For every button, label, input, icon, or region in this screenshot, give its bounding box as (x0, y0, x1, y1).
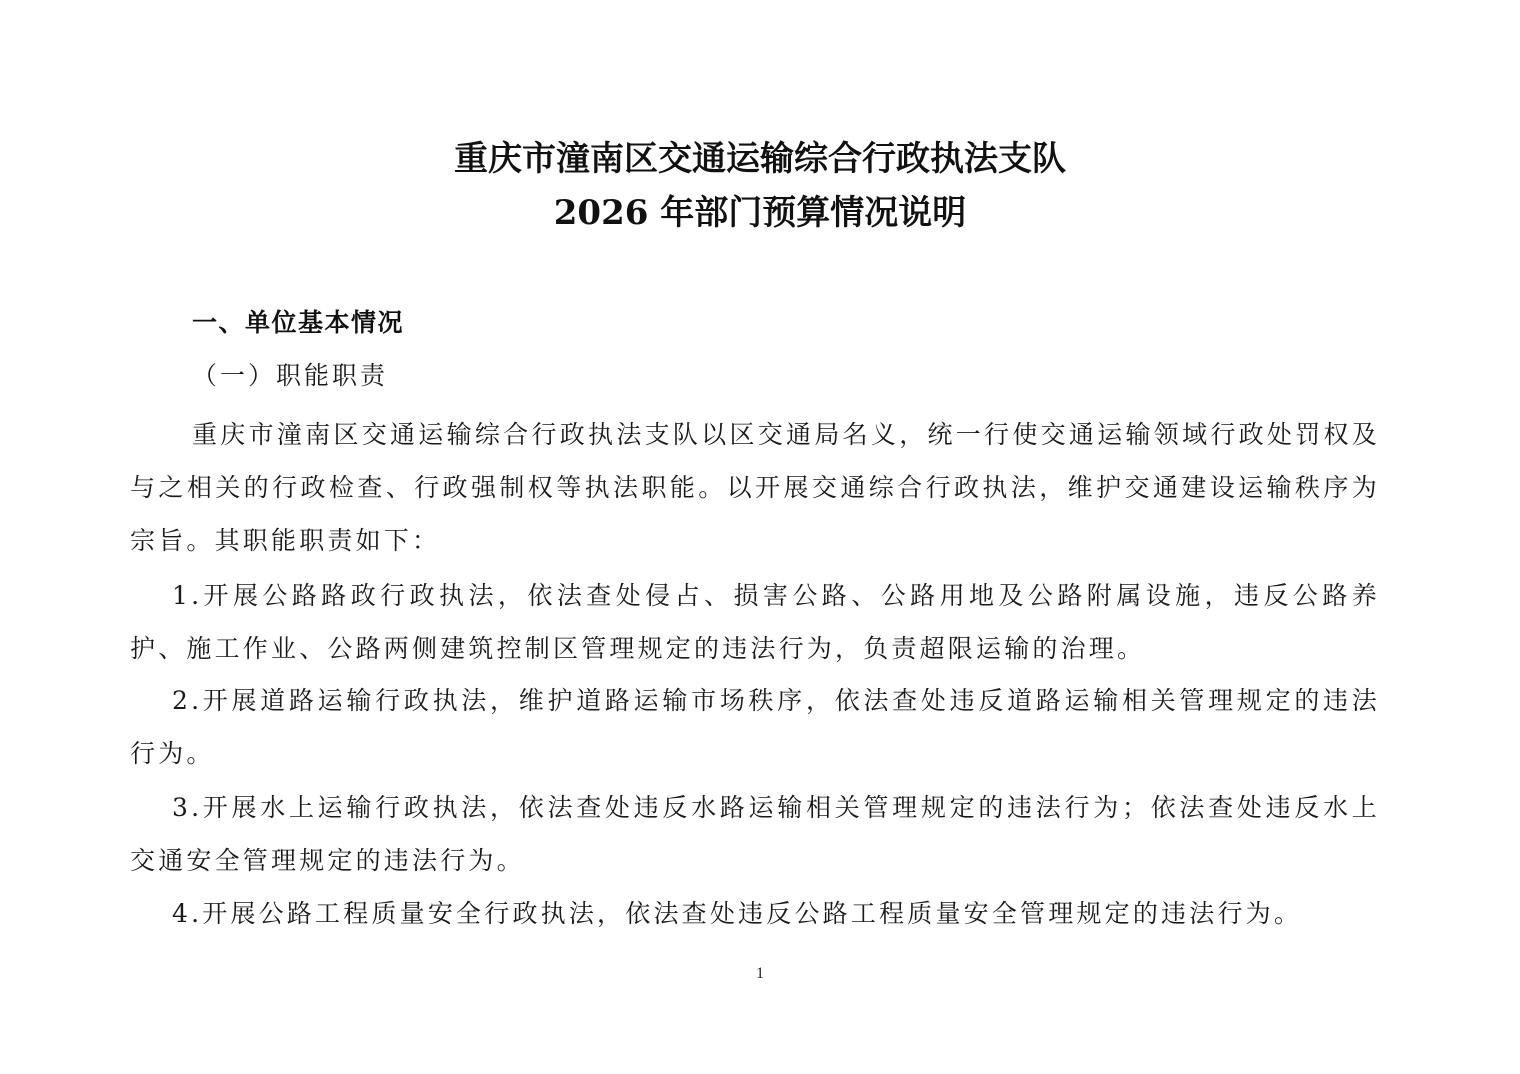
body-paragraph-intro (130, 408, 1380, 567)
title-line-2: 2026 年部门预算情况说明 (553, 193, 967, 233)
page-number: 1 (756, 965, 764, 982)
body-paragraph-item-3 (130, 781, 1380, 887)
body-paragraph-item-1 (130, 569, 1380, 675)
paragraph-text: 1.开展公路路政行政执法，依法查处侵占、损害公路、公路用地及公路附属设施，违反公路养护、施工作业、公路两侧建筑控制区管理规定的违法行为，负责超限运输的治理。 (130, 581, 1380, 663)
subsection-heading: （一）职能职责 (192, 361, 389, 390)
paragraph-text: 重庆市潼南区交通运输综合行政执法支队以区交通局名义，统一行使交通运输领域行政处罚权及与之相关的行政检查、行政强制权等执法职能。以开展交通综合行政执法，维护交通建设运输秩序为宗旨。其职能职责如下： (130, 420, 1380, 555)
paragraph-text: 3.开展水上运输行政执法，依法查处违反水路运输相关管理规定的违法行为；依法查处违反水上交通安全管理规定的违法行为。 (130, 793, 1380, 875)
document-title (0, 132, 1520, 240)
paragraph-text: 2.开展道路运输行政执法，维护道路运输市场秩序，依法查处违反道路运输相关管理规定的违法行为。 (130, 686, 1380, 768)
body-paragraph-item-2 (130, 674, 1380, 780)
body-paragraph-item-4 (130, 887, 1380, 940)
paragraph-text: 4.开展公路工程质量安全行政执法，依法查处违反公路工程质量安全管理规定的违法行为。 (172, 899, 1303, 928)
title-line-1: 重庆市潼南区交通运输综合行政执法支队 (454, 139, 1066, 179)
section-heading: 一、单位基本情况 (192, 308, 405, 337)
